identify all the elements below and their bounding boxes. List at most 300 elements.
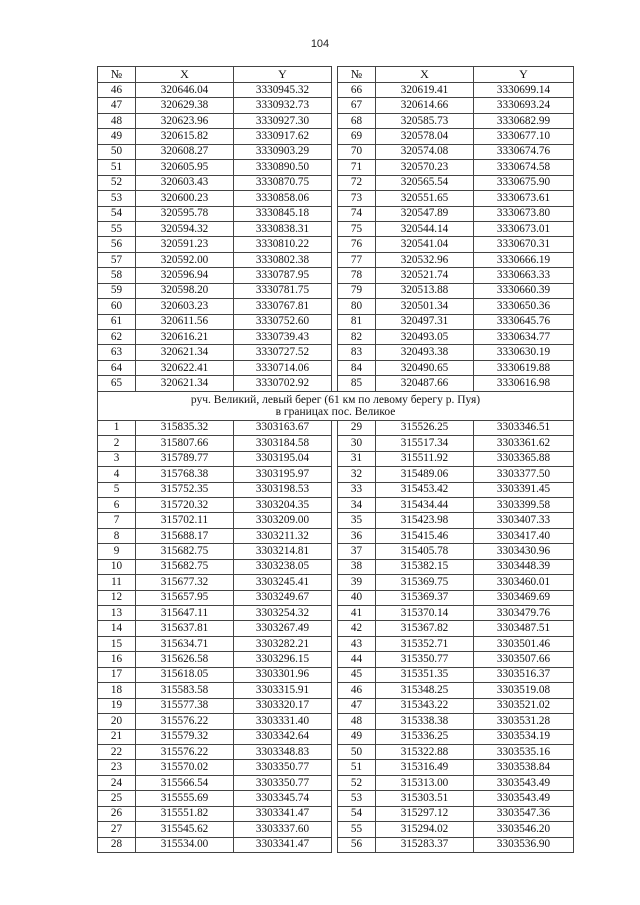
y-value-left: 3303204.35 bbox=[234, 497, 332, 512]
y-value-right: 3303536.90 bbox=[474, 837, 574, 852]
x-value-left: 320621.34 bbox=[136, 345, 234, 360]
page-number: 104 bbox=[310, 38, 330, 50]
table-row bbox=[98, 129, 574, 144]
table-row bbox=[98, 221, 574, 236]
y-value-left: 3330838.31 bbox=[234, 221, 332, 236]
y-value-left: 3330752.60 bbox=[234, 314, 332, 329]
table-row bbox=[98, 98, 574, 113]
point-number-right: 72 bbox=[338, 175, 376, 190]
table-row bbox=[98, 314, 574, 329]
table-row bbox=[98, 729, 574, 744]
point-number-left: 52 bbox=[98, 175, 136, 190]
point-number-right: 66 bbox=[338, 83, 376, 98]
y-value-right: 3303448.39 bbox=[474, 559, 574, 574]
x-value-left: 320615.82 bbox=[136, 129, 234, 144]
point-number-left: 4 bbox=[98, 467, 136, 482]
table-row bbox=[98, 191, 574, 206]
x-value-right: 315283.37 bbox=[376, 837, 474, 852]
table-row bbox=[98, 837, 574, 852]
point-number-left: 9 bbox=[98, 544, 136, 559]
y-value-left: 3303211.32 bbox=[234, 528, 332, 543]
x-value-left: 320598.20 bbox=[136, 283, 234, 298]
x-value-left: 315677.32 bbox=[136, 575, 234, 590]
part2-rows bbox=[98, 420, 574, 852]
point-number-left: 25 bbox=[98, 791, 136, 806]
table-row bbox=[98, 606, 574, 621]
y-value-left: 3330787.95 bbox=[234, 268, 332, 283]
section-row bbox=[98, 391, 574, 420]
y-value-right: 3303417.40 bbox=[474, 528, 574, 543]
header-y-left: Y bbox=[234, 67, 332, 83]
x-value-right: 320544.14 bbox=[376, 221, 474, 236]
point-number-right: 83 bbox=[338, 345, 376, 360]
point-number-right: 32 bbox=[338, 467, 376, 482]
x-value-left: 320616.21 bbox=[136, 330, 234, 345]
point-number-left: 65 bbox=[98, 376, 136, 391]
y-value-left: 3303195.04 bbox=[234, 451, 332, 466]
x-value-right: 315370.14 bbox=[376, 606, 474, 621]
table-row bbox=[98, 744, 574, 759]
y-value-left: 3303341.47 bbox=[234, 806, 332, 821]
table-row bbox=[98, 652, 574, 667]
x-value-right: 315382.15 bbox=[376, 559, 474, 574]
point-number-right: 85 bbox=[338, 376, 376, 391]
x-value-left: 315657.95 bbox=[136, 590, 234, 605]
y-value-left: 3330781.75 bbox=[234, 283, 332, 298]
x-value-left: 315551.82 bbox=[136, 806, 234, 821]
y-value-right: 3303535.16 bbox=[474, 744, 574, 759]
y-value-left: 3303341.47 bbox=[234, 837, 332, 852]
point-number-right: 69 bbox=[338, 129, 376, 144]
y-value-right: 3303507.66 bbox=[474, 652, 574, 667]
y-value-right: 3303407.33 bbox=[474, 513, 574, 528]
table-row bbox=[98, 559, 574, 574]
y-value-left: 3303249.67 bbox=[234, 590, 332, 605]
point-number-right: 73 bbox=[338, 191, 376, 206]
y-value-left: 3303301.96 bbox=[234, 667, 332, 682]
point-number-left: 57 bbox=[98, 252, 136, 267]
x-value-right: 320547.89 bbox=[376, 206, 474, 221]
y-value-right: 3330660.39 bbox=[474, 283, 574, 298]
x-value-left: 315752.35 bbox=[136, 482, 234, 497]
table-row bbox=[98, 575, 574, 590]
table-row bbox=[98, 283, 574, 298]
point-number-left: 18 bbox=[98, 683, 136, 698]
y-value-right: 3330616.98 bbox=[474, 376, 574, 391]
x-value-right: 320521.74 bbox=[376, 268, 474, 283]
y-value-right: 3303391.45 bbox=[474, 482, 574, 497]
point-number-left: 50 bbox=[98, 144, 136, 159]
point-number-right: 38 bbox=[338, 559, 376, 574]
header-x-right: X bbox=[376, 67, 474, 83]
y-value-left: 3330739.43 bbox=[234, 330, 332, 345]
x-value-left: 315768.38 bbox=[136, 467, 234, 482]
y-value-right: 3330673.01 bbox=[474, 221, 574, 236]
point-number-right: 52 bbox=[338, 775, 376, 790]
y-value-left: 3303267.49 bbox=[234, 621, 332, 636]
point-number-left: 46 bbox=[98, 83, 136, 98]
table-row bbox=[98, 482, 574, 497]
x-value-right: 315517.34 bbox=[376, 436, 474, 451]
y-value-right: 3303531.28 bbox=[474, 714, 574, 729]
y-value-right: 3303547.36 bbox=[474, 806, 574, 821]
y-value-right: 3303377.50 bbox=[474, 467, 574, 482]
x-value-right: 315453.42 bbox=[376, 482, 474, 497]
table-row bbox=[98, 160, 574, 175]
x-value-left: 315579.32 bbox=[136, 729, 234, 744]
x-value-left: 320622.41 bbox=[136, 360, 234, 375]
x-value-left: 320595.78 bbox=[136, 206, 234, 221]
point-number-left: 54 bbox=[98, 206, 136, 221]
x-value-left: 315682.75 bbox=[136, 544, 234, 559]
table-row bbox=[98, 822, 574, 837]
point-number-right: 70 bbox=[338, 144, 376, 159]
x-value-right: 315351.35 bbox=[376, 667, 474, 682]
point-number-right: 80 bbox=[338, 299, 376, 314]
y-value-left: 3330767.81 bbox=[234, 299, 332, 314]
y-value-left: 3303184.58 bbox=[234, 436, 332, 451]
point-number-left: 12 bbox=[98, 590, 136, 605]
point-number-right: 41 bbox=[338, 606, 376, 621]
y-value-right: 3330670.31 bbox=[474, 237, 574, 252]
x-value-right: 315434.44 bbox=[376, 497, 474, 512]
y-value-right: 3303519.08 bbox=[474, 683, 574, 698]
point-number-left: 24 bbox=[98, 775, 136, 790]
y-value-right: 3330673.61 bbox=[474, 191, 574, 206]
x-value-left: 315702.11 bbox=[136, 513, 234, 528]
point-number-left: 19 bbox=[98, 698, 136, 713]
y-value-left: 3330845.18 bbox=[234, 206, 332, 221]
point-number-left: 51 bbox=[98, 160, 136, 175]
point-number-right: 43 bbox=[338, 636, 376, 651]
table-row bbox=[98, 497, 574, 512]
x-value-right: 315369.37 bbox=[376, 590, 474, 605]
point-number-left: 14 bbox=[98, 621, 136, 636]
table-row bbox=[98, 791, 574, 806]
point-number-left: 63 bbox=[98, 345, 136, 360]
y-value-right: 3303469.69 bbox=[474, 590, 574, 605]
table-row bbox=[98, 513, 574, 528]
y-value-left: 3330932.73 bbox=[234, 98, 332, 113]
x-value-left: 315618.05 bbox=[136, 667, 234, 682]
y-value-right: 3303346.51 bbox=[474, 420, 574, 435]
point-number-right: 42 bbox=[338, 621, 376, 636]
x-value-left: 315720.32 bbox=[136, 497, 234, 512]
table-row bbox=[98, 420, 574, 435]
y-value-left: 3303254.32 bbox=[234, 606, 332, 621]
point-number-left: 60 bbox=[98, 299, 136, 314]
x-value-right: 315415.46 bbox=[376, 528, 474, 543]
table-row bbox=[98, 330, 574, 345]
y-value-right: 3330699.14 bbox=[474, 83, 574, 98]
x-value-left: 320629.38 bbox=[136, 98, 234, 113]
table-row bbox=[98, 113, 574, 128]
x-value-left: 315576.22 bbox=[136, 744, 234, 759]
point-number-left: 17 bbox=[98, 667, 136, 682]
x-value-left: 315555.69 bbox=[136, 791, 234, 806]
y-value-left: 3330810.22 bbox=[234, 237, 332, 252]
point-number-right: 77 bbox=[338, 252, 376, 267]
x-value-left: 315626.58 bbox=[136, 652, 234, 667]
header-num-right: № bbox=[338, 67, 376, 83]
x-value-left: 315577.38 bbox=[136, 698, 234, 713]
x-value-right: 320493.38 bbox=[376, 345, 474, 360]
point-number-right: 81 bbox=[338, 314, 376, 329]
table-row bbox=[98, 806, 574, 821]
table-row bbox=[98, 698, 574, 713]
y-value-left: 3303282.21 bbox=[234, 636, 332, 651]
point-number-left: 22 bbox=[98, 744, 136, 759]
x-value-right: 315367.82 bbox=[376, 621, 474, 636]
table-row bbox=[98, 268, 574, 283]
y-value-right: 3330674.76 bbox=[474, 144, 574, 159]
point-number-left: 1 bbox=[98, 420, 136, 435]
y-value-right: 3330663.33 bbox=[474, 268, 574, 283]
point-number-left: 55 bbox=[98, 221, 136, 236]
x-value-right: 315369.75 bbox=[376, 575, 474, 590]
point-number-right: 79 bbox=[338, 283, 376, 298]
x-value-left: 320603.43 bbox=[136, 175, 234, 190]
point-number-right: 34 bbox=[338, 497, 376, 512]
table-row bbox=[98, 467, 574, 482]
x-value-right: 315423.98 bbox=[376, 513, 474, 528]
x-value-right: 315352.71 bbox=[376, 636, 474, 651]
x-value-right: 320490.65 bbox=[376, 360, 474, 375]
y-value-left: 3330927.30 bbox=[234, 113, 332, 128]
point-number-right: 49 bbox=[338, 729, 376, 744]
y-value-right: 3330666.19 bbox=[474, 252, 574, 267]
x-value-right: 315297.12 bbox=[376, 806, 474, 821]
y-value-right: 3303479.76 bbox=[474, 606, 574, 621]
point-number-left: 15 bbox=[98, 636, 136, 651]
point-number-right: 29 bbox=[338, 420, 376, 435]
point-number-left: 64 bbox=[98, 360, 136, 375]
x-value-right: 315348.25 bbox=[376, 683, 474, 698]
x-value-right: 320532.96 bbox=[376, 252, 474, 267]
point-number-right: 31 bbox=[338, 451, 376, 466]
x-value-right: 315343.22 bbox=[376, 698, 474, 713]
point-number-right: 39 bbox=[338, 575, 376, 590]
y-value-right: 3303361.62 bbox=[474, 436, 574, 451]
table-row bbox=[98, 252, 574, 267]
y-value-right: 3330677.10 bbox=[474, 129, 574, 144]
table-row bbox=[98, 345, 574, 360]
x-value-left: 315647.11 bbox=[136, 606, 234, 621]
x-value-left: 315835.32 bbox=[136, 420, 234, 435]
x-value-right: 315350.77 bbox=[376, 652, 474, 667]
x-value-left: 320596.94 bbox=[136, 268, 234, 283]
point-number-left: 2 bbox=[98, 436, 136, 451]
x-value-left: 320605.95 bbox=[136, 160, 234, 175]
y-value-left: 3303245.41 bbox=[234, 575, 332, 590]
point-number-right: 68 bbox=[338, 113, 376, 128]
x-value-right: 320619.41 bbox=[376, 83, 474, 98]
point-number-left: 49 bbox=[98, 129, 136, 144]
y-value-right: 3330675.90 bbox=[474, 175, 574, 190]
x-value-right: 320493.05 bbox=[376, 330, 474, 345]
x-value-right: 315511.92 bbox=[376, 451, 474, 466]
y-value-left: 3330917.62 bbox=[234, 129, 332, 144]
x-value-right: 315526.25 bbox=[376, 420, 474, 435]
y-value-right: 3303430.96 bbox=[474, 544, 574, 559]
x-value-left: 315807.66 bbox=[136, 436, 234, 451]
point-number-left: 5 bbox=[98, 482, 136, 497]
y-value-right: 3303546.20 bbox=[474, 822, 574, 837]
x-value-left: 315634.71 bbox=[136, 636, 234, 651]
header-num-left: № bbox=[98, 67, 136, 83]
y-value-right: 3330682.99 bbox=[474, 113, 574, 128]
table-row bbox=[98, 621, 574, 636]
point-number-left: 3 bbox=[98, 451, 136, 466]
point-number-left: 13 bbox=[98, 606, 136, 621]
section-title-line1: руч. Великий, левый берег (61 км по левому берегу р. Пуя) bbox=[190, 393, 481, 406]
point-number-left: 26 bbox=[98, 806, 136, 821]
y-value-left: 3330714.06 bbox=[234, 360, 332, 375]
x-value-right: 320578.04 bbox=[376, 129, 474, 144]
table-row bbox=[98, 206, 574, 221]
point-number-right: 33 bbox=[338, 482, 376, 497]
y-value-left: 3303209.00 bbox=[234, 513, 332, 528]
y-value-left: 3303315.91 bbox=[234, 683, 332, 698]
point-number-left: 10 bbox=[98, 559, 136, 574]
point-number-left: 21 bbox=[98, 729, 136, 744]
y-value-right: 3303365.88 bbox=[474, 451, 574, 466]
y-value-left: 3330727.52 bbox=[234, 345, 332, 360]
x-value-left: 320600.23 bbox=[136, 191, 234, 206]
header-y-right: Y bbox=[474, 67, 574, 83]
x-value-left: 320594.32 bbox=[136, 221, 234, 236]
point-number-right: 54 bbox=[338, 806, 376, 821]
point-number-left: 61 bbox=[98, 314, 136, 329]
point-number-right: 44 bbox=[338, 652, 376, 667]
point-number-right: 67 bbox=[338, 98, 376, 113]
y-value-left: 3303198.53 bbox=[234, 482, 332, 497]
x-value-left: 315566.54 bbox=[136, 775, 234, 790]
x-value-right: 320565.54 bbox=[376, 175, 474, 190]
table-row bbox=[98, 436, 574, 451]
section-title bbox=[98, 391, 574, 420]
point-number-right: 50 bbox=[338, 744, 376, 759]
y-value-right: 3330619.88 bbox=[474, 360, 574, 375]
x-value-left: 320611.56 bbox=[136, 314, 234, 329]
point-number-left: 56 bbox=[98, 237, 136, 252]
x-value-left: 315545.62 bbox=[136, 822, 234, 837]
y-value-right: 3330674.58 bbox=[474, 160, 574, 175]
x-value-right: 315489.06 bbox=[376, 467, 474, 482]
point-number-left: 20 bbox=[98, 714, 136, 729]
table-row bbox=[98, 376, 574, 391]
point-number-left: 16 bbox=[98, 652, 136, 667]
y-value-right: 3330634.77 bbox=[474, 330, 574, 345]
y-value-right: 3303501.46 bbox=[474, 636, 574, 651]
point-number-right: 35 bbox=[338, 513, 376, 528]
x-value-right: 315405.78 bbox=[376, 544, 474, 559]
x-value-right: 320585.73 bbox=[376, 113, 474, 128]
x-value-left: 315789.77 bbox=[136, 451, 234, 466]
x-value-right: 320487.66 bbox=[376, 376, 474, 391]
y-value-right: 3303516.37 bbox=[474, 667, 574, 682]
point-number-right: 37 bbox=[338, 544, 376, 559]
y-value-right: 3330693.24 bbox=[474, 98, 574, 113]
x-value-right: 320513.88 bbox=[376, 283, 474, 298]
x-value-left: 315576.22 bbox=[136, 714, 234, 729]
table-row bbox=[98, 237, 574, 252]
x-value-right: 315336.25 bbox=[376, 729, 474, 744]
x-value-left: 315570.02 bbox=[136, 760, 234, 775]
point-number-left: 47 bbox=[98, 98, 136, 113]
y-value-left: 3303348.83 bbox=[234, 744, 332, 759]
x-value-left: 315682.75 bbox=[136, 559, 234, 574]
x-value-right: 320551.65 bbox=[376, 191, 474, 206]
y-value-left: 3303350.77 bbox=[234, 760, 332, 775]
header-row bbox=[98, 67, 574, 83]
y-value-right: 3303487.51 bbox=[474, 621, 574, 636]
y-value-left: 3303350.77 bbox=[234, 775, 332, 790]
table-row bbox=[98, 636, 574, 651]
y-value-right: 3330630.19 bbox=[474, 345, 574, 360]
table-row bbox=[98, 451, 574, 466]
point-number-left: 7 bbox=[98, 513, 136, 528]
table-row bbox=[98, 144, 574, 159]
table-row bbox=[98, 299, 574, 314]
point-number-right: 36 bbox=[338, 528, 376, 543]
x-value-right: 320574.08 bbox=[376, 144, 474, 159]
y-value-left: 3303320.17 bbox=[234, 698, 332, 713]
y-value-left: 3303163.67 bbox=[234, 420, 332, 435]
table-row bbox=[98, 175, 574, 190]
y-value-left: 3330903.29 bbox=[234, 144, 332, 159]
point-number-right: 30 bbox=[338, 436, 376, 451]
y-value-left: 3303214.81 bbox=[234, 544, 332, 559]
x-value-right: 315303.51 bbox=[376, 791, 474, 806]
table-row bbox=[98, 760, 574, 775]
header-x-left: X bbox=[136, 67, 234, 83]
y-value-left: 3330870.75 bbox=[234, 175, 332, 190]
point-number-right: 78 bbox=[338, 268, 376, 283]
point-number-right: 84 bbox=[338, 360, 376, 375]
point-number-right: 75 bbox=[338, 221, 376, 236]
point-number-left: 8 bbox=[98, 528, 136, 543]
x-value-right: 315322.88 bbox=[376, 744, 474, 759]
y-value-right: 3330650.36 bbox=[474, 299, 574, 314]
y-value-right: 3303534.19 bbox=[474, 729, 574, 744]
point-number-left: 11 bbox=[98, 575, 136, 590]
y-value-right: 3303521.02 bbox=[474, 698, 574, 713]
table-row bbox=[98, 590, 574, 605]
y-value-right: 3303543.49 bbox=[474, 791, 574, 806]
point-number-right: 40 bbox=[338, 590, 376, 605]
y-value-left: 3330702.92 bbox=[234, 376, 332, 391]
x-value-right: 320501.34 bbox=[376, 299, 474, 314]
x-value-right: 320614.66 bbox=[376, 98, 474, 113]
point-number-left: 58 bbox=[98, 268, 136, 283]
point-number-left: 62 bbox=[98, 330, 136, 345]
y-value-right: 3330673.80 bbox=[474, 206, 574, 221]
table-row bbox=[98, 714, 574, 729]
x-value-right: 315294.02 bbox=[376, 822, 474, 837]
x-value-left: 315637.81 bbox=[136, 621, 234, 636]
point-number-left: 48 bbox=[98, 113, 136, 128]
point-number-left: 59 bbox=[98, 283, 136, 298]
x-value-left: 320592.00 bbox=[136, 252, 234, 267]
point-number-left: 6 bbox=[98, 497, 136, 512]
point-number-right: 53 bbox=[338, 791, 376, 806]
point-number-right: 47 bbox=[338, 698, 376, 713]
point-number-right: 48 bbox=[338, 714, 376, 729]
x-value-left: 320621.34 bbox=[136, 376, 234, 391]
x-value-left: 315534.00 bbox=[136, 837, 234, 852]
y-value-left: 3330890.50 bbox=[234, 160, 332, 175]
